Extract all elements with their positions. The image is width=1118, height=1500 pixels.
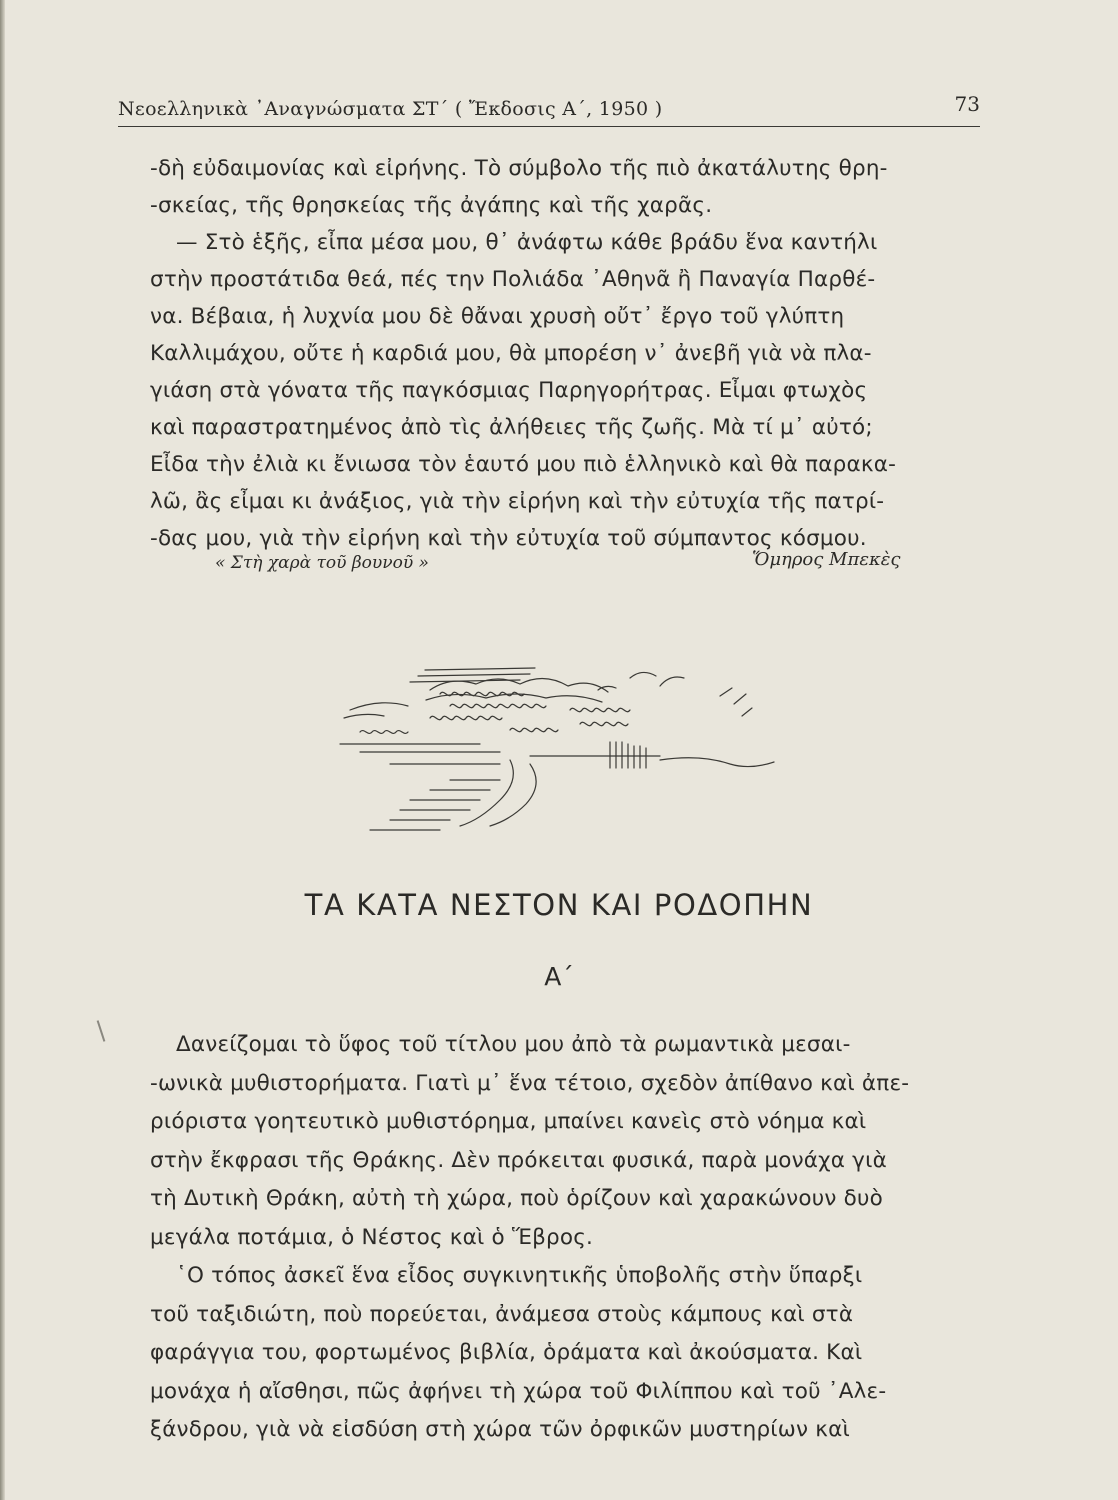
text-line: στὴν προστάτιδα θεά, πές την Πολιάδα ᾿Αθηνᾶ ἢ Παναγία Παρθέ-: [150, 267, 876, 292]
text-line: -ωνικὰ μυθιστορήματα. Γιατὶ μ᾿ ἕνα τέτοιο, σχεδὸν ἀπίθανο καὶ ἀπε-: [150, 1070, 910, 1096]
text-line: φαράγγια του, φορτωμένος βιβλία, ὁράματα καὶ ἀκούσματα. Καὶ: [150, 1340, 863, 1365]
header-title: Νεοελληνικὰ ᾿Αναγνώσματα ΣΤ΄ ( Ἔκδοσις Α΄, 1950 ): [118, 98, 663, 120]
running-header: [118, 92, 980, 127]
text-line: Εἶδα τὴν ἐλιὰ κι ἔνιωσα τὸν ἑαυτό μου πιὸ ἑλληνικὸ καὶ θὰ παρακα-: [150, 452, 897, 477]
section-subtitle: Α΄: [544, 962, 574, 991]
text-line: ριόριστα γοητευτικὸ μυθιστόρημα, μπαίνει κανεὶς στὸ νόημα καὶ: [150, 1109, 867, 1134]
margin-mark: [97, 1020, 106, 1042]
text-line: -σκείας, τῆς θρησκείας τῆς ἀγάπης καὶ τῆς χαρᾶς.: [150, 193, 713, 218]
text-line: στὴν ἔκφρασι τῆς Θράκης. Δὲν πρόκειται φυσικά, παρὰ μονάχα γιὰ: [150, 1147, 887, 1173]
text-line: Δανείζομαι τὸ ὕφος τοῦ τίτλου μου ἀπὸ τὰ ρωμαντικὰ μεσαι-: [176, 1032, 851, 1057]
text-line: τὴ Δυτικὴ Θράκη, αὐτὴ τὴ χώρα, ποὺ ὁρίζουν καὶ χαρακώνουν δυὸ: [150, 1186, 883, 1211]
page-number: 73: [954, 92, 980, 116]
text-line: τοῦ ταξιδιώτη, ποὺ πορεύεται, ἀνάμεσα στοὺς κάμπους καὶ στὰ: [150, 1301, 854, 1327]
text-line: ξάνδρου, γιὰ νὰ εἰσδύση στὴ χώρα τῶν ὀρφικῶν μυστηρίων καὶ: [150, 1417, 850, 1442]
text-line: καὶ παραστρατημένος ἀπὸ τὶς ἀλήθειες τῆς ζωῆς. Μὰ τί μ᾿ αὐτό;: [150, 415, 873, 440]
text-line: λῶ, ἂς εἶμαι κι ἀνάξιος, γιὰ τὴν εἰρήνη καὶ τὴν εὐτυχία τῆς πατρί-: [150, 489, 885, 514]
text-line: Καλλιμάχου, οὔτε ἡ καρδιά μου, θὰ μπορέση ν᾿ ἀνεβῆ γιὰ νὰ πλα-: [150, 341, 872, 366]
page-edge: [0, 0, 5, 1500]
chapter-text: [150, 1026, 990, 1450]
excerpt-text: [150, 150, 990, 557]
landscape-sketch-icon: [330, 660, 790, 840]
text-line: μεγάλα ποτάμια, ὁ Νέστος καὶ ὁ Ἕβρος.: [150, 1224, 594, 1250]
text-line: ῾Ο τόπος ἀσκεῖ ἕνα εἶδος συγκινητικῆς ὑποβολῆς στὴν ὕπαρξι: [176, 1263, 863, 1288]
text-line: — Στὸ ἑξῆς, εἶπα μέσα μου, θ᾿ ἀνάφτω κάθε βράδυ ἕνα καντήλι: [176, 230, 878, 255]
text-line: -δὴ εὐδαιμονίας καὶ εἰρήνης. Τὸ σύμβολο τῆς πιὸ ἀκατάλυτης θρη-: [150, 156, 888, 181]
text-line: -δας μου, γιὰ τὴν εἰρήνη καὶ τὴν εὐτυχία τοῦ σύμπαντος κόσμου.: [150, 526, 867, 551]
section-title: ΤΑ ΚΑΤΑ ΝΕΣΤΟΝ ΚΑΙ ΡΟΔΟΠΗΝ: [304, 888, 814, 922]
text-line: να. Βέβαια, ἡ λυχνία μου δὲ θἄναι χρυσὴ οὔτ᾿ ἔργο τοῦ γλύπτη: [150, 304, 845, 329]
text-line: γιάση στὰ γόνατα τῆς παγκόσμιας Παρηγορήτρας. Εἶμαι φτωχὸς: [150, 378, 868, 403]
attribution-source: « Στὴ χαρὰ τοῦ βουνοῦ »: [215, 553, 429, 573]
attribution-author: Ὅμηρος Μπεκὲς: [752, 549, 901, 570]
text-line: μονάχα ἡ αἴσθησι, πῶς ἀφήνει τὴ χώρα τοῦ Φιλίππου καὶ τοῦ ᾿Αλε-: [150, 1378, 887, 1404]
